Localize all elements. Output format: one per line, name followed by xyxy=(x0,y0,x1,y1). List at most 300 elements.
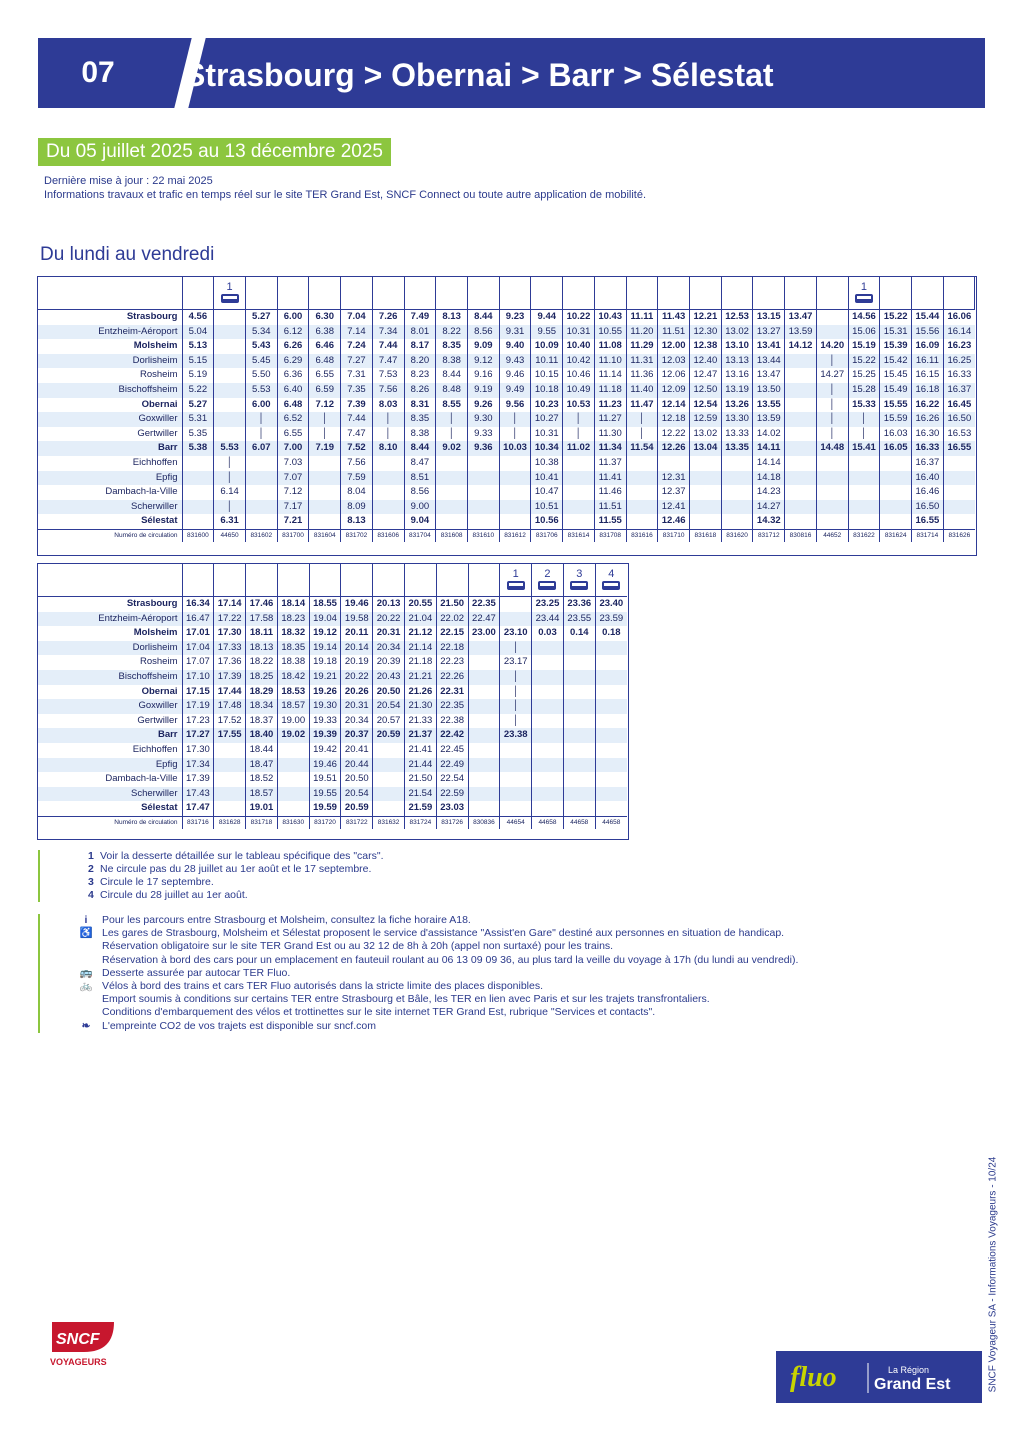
last-update: Dernière mise à jour : 22 mai 2025 xyxy=(44,175,213,187)
departure-time xyxy=(499,456,531,471)
departure-time xyxy=(848,514,880,529)
departure-time: 12.00 xyxy=(658,339,690,354)
departure-time: 6.38 xyxy=(309,325,341,340)
departure-time: 13.50 xyxy=(753,383,785,398)
departure-time: 7.07 xyxy=(277,471,309,486)
departure-time xyxy=(468,743,500,758)
circulation-number: 831628 xyxy=(214,816,246,829)
departure-time: 17.39 xyxy=(214,670,246,685)
departure-time: 21.50 xyxy=(404,772,436,787)
departure-time xyxy=(785,427,817,442)
departure-time xyxy=(563,471,595,486)
sncf-logo-sub: VOYAGEURS xyxy=(50,1357,107,1367)
departure-time: 18.25 xyxy=(246,670,278,685)
departure-time: 7.49 xyxy=(404,310,436,325)
circulation-number: 831726 xyxy=(436,816,468,829)
departure-time xyxy=(373,801,405,816)
departure-time: │ xyxy=(563,412,595,427)
departure-time: 14.11 xyxy=(753,441,785,456)
departure-time xyxy=(214,412,246,427)
departure-time: 18.34 xyxy=(246,699,278,714)
departure-time: 16.45 xyxy=(943,398,975,413)
departure-time: 9.09 xyxy=(467,339,499,354)
departure-time xyxy=(816,485,848,500)
departure-time xyxy=(626,456,658,471)
station-row xyxy=(38,500,975,515)
departure-time: 8.23 xyxy=(404,368,436,383)
departure-time: 17.44 xyxy=(214,685,246,700)
departure-time: 21.12 xyxy=(404,626,436,641)
departure-time xyxy=(816,456,848,471)
service-note xyxy=(404,564,436,597)
departure-time: 6.48 xyxy=(277,398,309,413)
circulation-number: 831714 xyxy=(912,529,944,542)
departure-time: 19.01 xyxy=(246,801,278,816)
departure-time: 7.04 xyxy=(341,310,373,325)
service-note xyxy=(848,277,880,310)
departure-time xyxy=(468,728,500,743)
departure-time: 9.00 xyxy=(404,500,436,515)
departure-time: 22.59 xyxy=(436,787,468,802)
departure-time xyxy=(468,772,500,787)
departure-time xyxy=(245,500,277,515)
station-row xyxy=(38,699,627,714)
departure-time: 15.45 xyxy=(880,368,912,383)
departure-time: 17.10 xyxy=(182,670,214,685)
station-row xyxy=(38,597,627,612)
departure-time xyxy=(943,500,975,515)
circulation-number: 831620 xyxy=(721,529,753,542)
legend-text: Réservation à bord des cars pour un emplacement en fauteuil roulant au 06 13 09 09 36, au plus tard la veille du voyage à 17h (du lundi au vendredi). xyxy=(102,953,799,966)
departure-time: 18.52 xyxy=(246,772,278,787)
departure-time xyxy=(563,500,595,515)
bus-service-badge xyxy=(855,282,873,306)
service-note xyxy=(182,277,214,310)
departure-time: 15.19 xyxy=(848,339,880,354)
station-name: Scherwiller xyxy=(38,500,182,515)
departure-time xyxy=(214,787,246,802)
station-name: Eichhoffen xyxy=(132,743,178,755)
departure-time: 7.00 xyxy=(277,441,309,456)
departure-time xyxy=(626,514,658,529)
service-note xyxy=(467,277,499,310)
departure-time: 14.23 xyxy=(753,485,785,500)
station-name: Barr xyxy=(38,441,182,456)
departure-time: 4.56 xyxy=(182,310,214,325)
departure-time xyxy=(467,471,499,486)
departure-time xyxy=(848,485,880,500)
departure-time: 8.13 xyxy=(436,310,468,325)
departure-time: 7.26 xyxy=(372,310,404,325)
departure-time: 21.21 xyxy=(404,670,436,685)
departure-time: 16.18 xyxy=(912,383,944,398)
departure-time xyxy=(468,685,500,700)
service-note xyxy=(277,277,309,310)
departure-time: 15.59 xyxy=(880,412,912,427)
departure-time: 10.56 xyxy=(531,514,563,529)
departure-time xyxy=(721,514,753,529)
departure-time: 8.10 xyxy=(372,441,404,456)
departure-time: 9.30 xyxy=(467,412,499,427)
departure-time xyxy=(532,670,564,685)
departure-time: 11.23 xyxy=(594,398,626,413)
departure-time xyxy=(309,500,341,515)
circulation-number: 44658 xyxy=(532,816,564,829)
departure-time: 13.16 xyxy=(721,368,753,383)
departure-time: 10.53 xyxy=(563,398,595,413)
departure-time: 19.55 xyxy=(309,787,341,802)
departure-time: 20.54 xyxy=(373,699,405,714)
departure-time: 11.55 xyxy=(594,514,626,529)
departure-time xyxy=(309,514,341,529)
departure-time xyxy=(436,500,468,515)
departure-time xyxy=(499,471,531,486)
station-row xyxy=(38,641,627,656)
service-note xyxy=(658,277,690,310)
departure-time xyxy=(373,743,405,758)
legend-item xyxy=(102,954,798,967)
departure-time: 10.55 xyxy=(594,325,626,340)
station-name: Gertwiller xyxy=(137,427,178,439)
departure-time: 10.27 xyxy=(531,412,563,427)
departure-time: 20.57 xyxy=(373,714,405,729)
departure-time: 12.31 xyxy=(658,471,690,486)
departure-time: 13.27 xyxy=(753,325,785,340)
departure-time: │ xyxy=(816,354,848,369)
station-name: Goxwiller xyxy=(38,699,182,714)
page-title: Strasbourg > Obernai > Barr > Sélestat xyxy=(184,57,774,93)
departure-time: │ xyxy=(500,685,532,700)
departure-time: 7.24 xyxy=(341,339,373,354)
station-name: Dambach-la-Ville xyxy=(105,486,178,498)
departure-time: 23.03 xyxy=(436,801,468,816)
departure-time xyxy=(816,514,848,529)
departure-time: 23.00 xyxy=(468,626,500,641)
region-logo-small: La Région xyxy=(888,1365,930,1375)
departure-time: │ xyxy=(848,412,880,427)
departure-time: 17.15 xyxy=(182,685,214,700)
departure-time xyxy=(690,456,722,471)
circulation-number: 831712 xyxy=(753,529,785,542)
departure-time xyxy=(500,743,532,758)
footnote-text: Circule du 28 juillet au 1er août. xyxy=(100,889,248,901)
departure-time: 16.30 xyxy=(912,427,944,442)
service-note xyxy=(372,277,404,310)
departure-time: │ xyxy=(245,412,277,427)
departure-time xyxy=(816,310,848,325)
circulation-number: 44650 xyxy=(214,529,246,542)
departure-time xyxy=(468,655,500,670)
note-number: 1 xyxy=(512,568,519,581)
service-note xyxy=(277,564,309,597)
departure-time: 17.33 xyxy=(214,641,246,656)
station-row xyxy=(38,787,627,802)
service-note xyxy=(404,277,436,310)
departure-time: 19.02 xyxy=(277,728,309,743)
info-icon: i xyxy=(84,914,88,926)
departure-time xyxy=(595,699,627,714)
departure-time: 13.02 xyxy=(721,325,753,340)
departure-time xyxy=(563,514,595,529)
departure-time: 12.18 xyxy=(658,412,690,427)
departure-time xyxy=(373,772,405,787)
departure-time xyxy=(532,772,564,787)
departure-time xyxy=(595,801,627,816)
days-label: Du lundi au vendredi xyxy=(40,244,215,265)
departure-time: 6.59 xyxy=(309,383,341,398)
departure-time: 16.15 xyxy=(912,368,944,383)
departure-time: 22.23 xyxy=(436,655,468,670)
departure-time: 7.12 xyxy=(277,485,309,500)
departure-time: │ xyxy=(245,427,277,442)
station-row xyxy=(38,612,627,627)
departure-time xyxy=(214,325,246,340)
station-name: Dambach-la-Ville xyxy=(105,773,178,785)
departure-time: 19.59 xyxy=(309,801,341,816)
departure-time xyxy=(785,471,817,486)
departure-time: 13.41 xyxy=(753,339,785,354)
departure-time: 8.44 xyxy=(436,368,468,383)
legend-text: Emport soumis à conditions sur certains TER entre Strasbourg et Bâle, les TER en lien avec Paris et sur les trajets transfrontaliers. xyxy=(102,993,710,1006)
departure-time: 23.25 xyxy=(532,597,564,612)
departure-time: 9.46 xyxy=(499,368,531,383)
departure-time: 15.22 xyxy=(880,310,912,325)
legend-text: Desserte assurée par autocar TER Fluo. xyxy=(102,966,291,979)
departure-time xyxy=(880,485,912,500)
departure-time: 12.09 xyxy=(658,383,690,398)
circulation-number: 831720 xyxy=(309,816,341,829)
departure-time: 13.04 xyxy=(690,441,722,456)
circulation-row xyxy=(38,816,627,829)
departure-time: │ xyxy=(499,412,531,427)
departure-time: 9.19 xyxy=(467,383,499,398)
service-note xyxy=(436,564,468,597)
legend-item xyxy=(102,1006,798,1019)
departure-time: 18.44 xyxy=(246,743,278,758)
departure-time xyxy=(595,670,627,685)
departure-time: 15.25 xyxy=(848,368,880,383)
circulation-number: 831722 xyxy=(341,816,373,829)
validity-period: Du 05 juillet 2025 au 13 décembre 2025 xyxy=(38,138,391,166)
departure-time: 21.54 xyxy=(404,787,436,802)
departure-time: 10.38 xyxy=(531,456,563,471)
station-row xyxy=(38,412,975,427)
departure-time: 17.43 xyxy=(182,787,214,802)
departure-time: 11.29 xyxy=(626,339,658,354)
departure-time: 16.34 xyxy=(182,597,214,612)
departure-time: 10.31 xyxy=(563,325,595,340)
departure-time xyxy=(532,801,564,816)
departure-time: 18.35 xyxy=(277,641,309,656)
departure-time: 15.06 xyxy=(848,325,880,340)
departure-time: 0.18 xyxy=(595,626,627,641)
departure-time xyxy=(626,500,658,515)
departure-time xyxy=(214,772,246,787)
departure-time: 9.04 xyxy=(404,514,436,529)
departure-time: 12.03 xyxy=(658,354,690,369)
departure-time: 19.42 xyxy=(309,743,341,758)
departure-time: │ xyxy=(816,398,848,413)
departure-time xyxy=(595,714,627,729)
departure-time: 21.14 xyxy=(404,641,436,656)
legend-text: L'empreinte CO2 de vos trajets est disponible sur sncf.com xyxy=(102,1019,376,1032)
departure-time xyxy=(785,383,817,398)
departure-time: 12.30 xyxy=(690,325,722,340)
footnote xyxy=(88,889,384,902)
departure-time: 20.54 xyxy=(341,787,373,802)
departure-time: 7.47 xyxy=(341,427,373,442)
departure-time: 11.40 xyxy=(626,383,658,398)
departure-time xyxy=(214,743,246,758)
departure-time: 13.47 xyxy=(785,310,817,325)
departure-time xyxy=(848,471,880,486)
line-number: 07 xyxy=(81,56,115,89)
departure-time: 21.04 xyxy=(404,612,436,627)
departure-time: 16.55 xyxy=(912,514,944,529)
circulation-number: 44654 xyxy=(500,816,532,829)
station-name: Scherwiller xyxy=(38,787,182,802)
station-row xyxy=(38,427,975,442)
departure-time: 23.36 xyxy=(563,597,595,612)
legend-item xyxy=(102,993,798,1006)
circulation-number: 831612 xyxy=(499,529,531,542)
departure-time: 17.19 xyxy=(182,699,214,714)
circulation-number: 831608 xyxy=(436,529,468,542)
departure-time: 13.59 xyxy=(753,412,785,427)
departure-time xyxy=(595,787,627,802)
departure-time: 20.55 xyxy=(404,597,436,612)
departure-time xyxy=(468,670,500,685)
departure-time xyxy=(214,354,246,369)
footnote-text: Ne circule pas du 28 juillet au 1er août et le 17 septembre. xyxy=(100,863,372,875)
departure-time xyxy=(690,514,722,529)
station-name: Rosheim xyxy=(140,369,178,381)
departure-time: 12.22 xyxy=(658,427,690,442)
service-note xyxy=(594,277,626,310)
station-row xyxy=(38,485,975,500)
service-note xyxy=(309,277,341,310)
departure-time: 11.27 xyxy=(594,412,626,427)
departure-time: 20.22 xyxy=(373,612,405,627)
departure-time: 22.54 xyxy=(436,772,468,787)
departure-time: 12.46 xyxy=(658,514,690,529)
circulation-number: 831624 xyxy=(880,529,912,542)
station-row xyxy=(38,801,627,816)
departure-time xyxy=(214,801,246,816)
departure-time: 18.22 xyxy=(246,655,278,670)
departure-time xyxy=(532,641,564,656)
departure-time: 20.43 xyxy=(373,670,405,685)
station-name: Rosheim xyxy=(140,656,178,668)
service-note xyxy=(563,564,595,597)
departure-time: 20.26 xyxy=(341,685,373,700)
departure-time: 19.39 xyxy=(309,728,341,743)
circulation-number: 831708 xyxy=(594,529,626,542)
departure-time: 7.27 xyxy=(341,354,373,369)
departure-time xyxy=(182,514,214,529)
departure-time: 8.13 xyxy=(341,514,373,529)
departure-time: 19.46 xyxy=(309,758,341,773)
service-note xyxy=(563,277,595,310)
departure-time: 18.57 xyxy=(277,699,309,714)
departure-time: 5.35 xyxy=(182,427,214,442)
departure-time xyxy=(943,471,975,486)
circulation-number: 831630 xyxy=(277,816,309,829)
departure-time: 13.47 xyxy=(753,368,785,383)
departure-time: 9.55 xyxy=(531,325,563,340)
departure-time: 7.44 xyxy=(372,339,404,354)
departure-time xyxy=(532,743,564,758)
departure-time: 19.21 xyxy=(309,670,341,685)
station-name: Entzheim-Aéroport xyxy=(38,325,182,340)
departure-time: 10.51 xyxy=(531,500,563,515)
departure-time: 11.36 xyxy=(626,368,658,383)
departure-time: │ xyxy=(626,412,658,427)
departure-time xyxy=(309,485,341,500)
station-row xyxy=(38,456,975,471)
departure-time xyxy=(373,787,405,802)
departure-time xyxy=(563,743,595,758)
station-row xyxy=(38,714,627,729)
legend-item xyxy=(102,940,798,953)
departure-time: │ xyxy=(848,427,880,442)
bus-icon xyxy=(538,581,556,590)
departure-time: 13.44 xyxy=(753,354,785,369)
departure-time: │ xyxy=(436,412,468,427)
departure-time xyxy=(214,368,246,383)
departure-time xyxy=(595,743,627,758)
station-row xyxy=(38,383,975,398)
departure-time: 10.34 xyxy=(531,441,563,456)
departure-time: │ xyxy=(309,427,341,442)
departure-time: 11.51 xyxy=(594,500,626,515)
departure-time xyxy=(214,398,246,413)
page-header xyxy=(38,38,985,108)
departure-time: 15.22 xyxy=(848,354,880,369)
departure-time xyxy=(595,728,627,743)
legend-item xyxy=(81,1019,798,1033)
departure-time: 9.12 xyxy=(467,354,499,369)
departure-time: 9.02 xyxy=(436,441,468,456)
station-name: Dorlisheim xyxy=(38,354,182,369)
service-note xyxy=(912,277,944,310)
departure-time: 8.51 xyxy=(404,471,436,486)
station-name: Eichhoffen xyxy=(132,456,178,468)
departure-time: 5.34 xyxy=(245,325,277,340)
departure-time: 16.03 xyxy=(880,427,912,442)
station-row xyxy=(38,626,627,641)
departure-time: 22.15 xyxy=(436,626,468,641)
departure-time xyxy=(436,514,468,529)
departure-time: 19.30 xyxy=(309,699,341,714)
departure-time: 20.44 xyxy=(341,758,373,773)
station-name: Epfig xyxy=(38,471,182,486)
service-note xyxy=(309,564,341,597)
departure-time: 10.40 xyxy=(563,339,595,354)
service-note xyxy=(246,564,278,597)
departure-time: 17.14 xyxy=(214,597,246,612)
departure-time: 7.44 xyxy=(341,412,373,427)
departure-time xyxy=(532,728,564,743)
departure-time: 20.34 xyxy=(373,641,405,656)
departure-time xyxy=(595,685,627,700)
circulation-number: 831716 xyxy=(182,816,214,829)
departure-time: 6.55 xyxy=(309,368,341,383)
departure-time: 17.22 xyxy=(214,612,246,627)
departure-time xyxy=(182,471,214,486)
departure-time xyxy=(214,758,246,773)
departure-time: 5.04 xyxy=(182,325,214,340)
